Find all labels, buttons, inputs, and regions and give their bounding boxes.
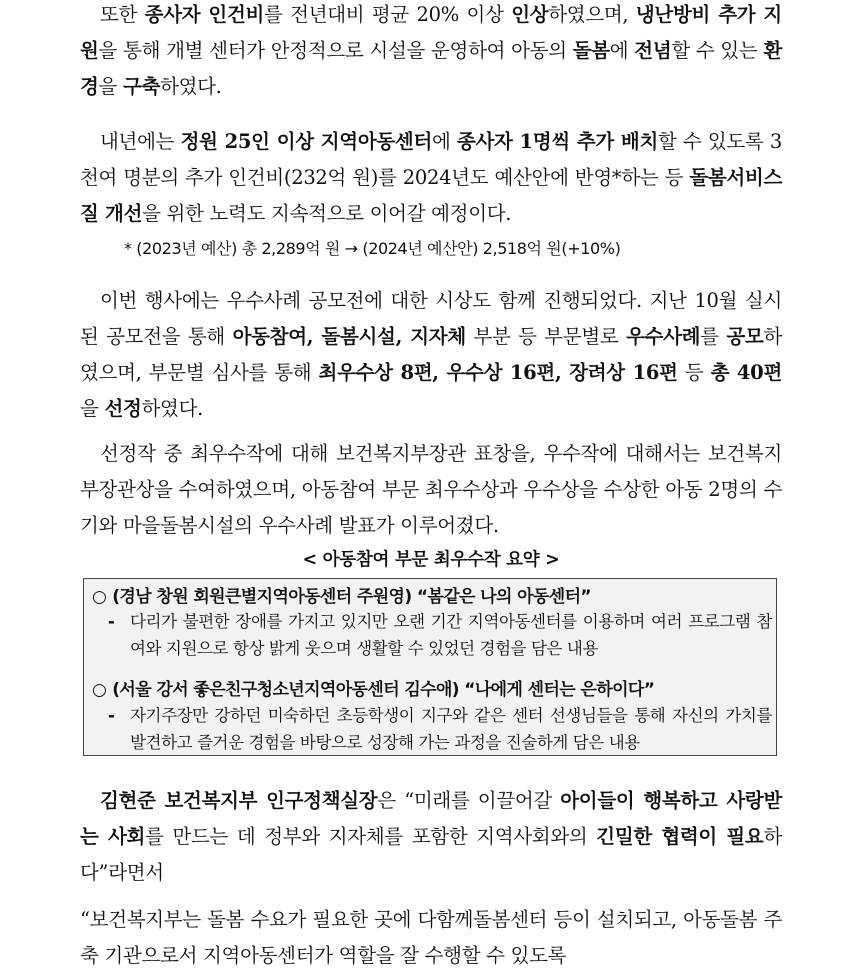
- emphasis-text: 돌봄: [572, 39, 610, 62]
- emphasis-text: 최우수상 8편, 우수상 16편, 장려상 16편: [318, 361, 678, 384]
- emphasis-text: 냉난방비 추가 지원: [80, 3, 782, 62]
- budget-footnote: * (2023년 예산) 총 2,289억 원 → (2024년 예산안) 2,518억 원(+10%): [124, 239, 621, 258]
- body-text: 하였으며, 부문별 심사를 통해: [80, 325, 782, 384]
- circle-bullet-icon: ○: [92, 680, 107, 700]
- emphasis-text: 종사자 1명씩 추가 배치: [456, 130, 658, 153]
- summary-item-heading: [92, 582, 591, 607]
- body-text: “보건복지부는 돌봄 수요가 필요한 곳에 다함께돌봄센터 등이 설치되고, 아동돌봄 주축 기관으로서 지역아동센터가 역할을 잘 수행할 수 있도록: [80, 908, 782, 967]
- body-text: 또한: [100, 3, 145, 26]
- body-text: 은 “미래를 이끌어갈: [377, 789, 561, 812]
- body-text: 하다”라면서: [80, 825, 782, 884]
- emphasis-text: 환경: [80, 39, 782, 98]
- summary-box-title: < 아동참여 부문 최우수작 요약 >: [302, 550, 560, 570]
- body-text: 을 통해 개별 센터가 안정적으로 시설을 운영하여 아동의: [98, 39, 573, 62]
- body-text: 에: [609, 39, 635, 62]
- emphasis-text: 총 40편: [710, 361, 782, 384]
- emphasis-text: 긴밀한 협력이 필요: [596, 825, 764, 848]
- paragraph-staff-wages: [80, 0, 782, 105]
- paragraph-director-quote: [80, 783, 782, 891]
- body-text: 하였으며,: [548, 3, 636, 26]
- body-text: 선정작 중 최우수작에 대해 보건복지부장관 표창을, 우수작에 대해서는 보건복지부장관상을 수여하였으며, 아동참여 부문 최우수상과 우수상을 수상한 아동 2명의 수기와 마을돌봄시설의 우수사례 발표가 이루어졌다.: [80, 442, 782, 537]
- summary-item-title: (경남 창원 회원큰별지역아동센터 주원영) “봄같은 나의 아동센터”: [112, 587, 592, 607]
- body-text: 을 위한 노력도 지속적으로 이어갈 예정이다.: [142, 202, 512, 225]
- body-text: 을: [98, 75, 123, 98]
- body-text: 이번 행사에는 우수사례 공모전에 대한 시상도 함께 진행되었다. 지난 10월 실시된 공모전을 통해: [80, 289, 782, 348]
- summary-item-body: [108, 702, 772, 756]
- emphasis-text: 인상: [511, 3, 549, 26]
- body-text: 를 만드는 데 정부와 지자체를 포함한 지역사회와의: [145, 825, 597, 848]
- body-text: 하였다.: [160, 75, 222, 98]
- body-text: 에: [431, 130, 457, 153]
- summary-box: [83, 578, 777, 756]
- paragraph-next-year-plan: [80, 124, 782, 232]
- emphasis-text: 우수사례: [626, 325, 701, 348]
- paragraph-ministry-statement: [80, 902, 782, 974]
- body-text: 내년에는: [100, 130, 181, 153]
- emphasis-text: 돌봄서비스 질 개선: [80, 166, 782, 225]
- paragraph-award-ceremony: [80, 436, 782, 544]
- emphasis-text: 아동참여, 돌봄시설, 지자체: [232, 325, 466, 348]
- emphasis-text: 아이들이 행복하고 사랑받는 사회: [80, 789, 782, 848]
- summary-item-text: 자기주장만 강하던 미숙하던 초등학생이 지구와 같은 센터 선생님들을 통해 자신의 가치를 발견하고 즐거운 경험을 바탕으로 성장해 가는 과정을 진술하게 담은 내용: [130, 706, 772, 752]
- emphasis-text: 전념: [634, 39, 672, 62]
- emphasis-text: 종사자 인건비: [144, 3, 265, 26]
- body-text: 를 전년대비 평균 20% 이상: [264, 3, 512, 26]
- body-text: 할 수 있는: [671, 39, 764, 62]
- body-text: 부분 등 부문별로: [465, 325, 627, 348]
- circle-bullet-icon: ○: [92, 587, 107, 607]
- summary-item-title: (서울 강서 좋은친구청소년지역아동센터 김수애) “나에게 센터는 은하이다”: [112, 680, 655, 700]
- emphasis-text: 선정: [104, 397, 142, 420]
- summary-item-text: 다리가 불편한 장애를 가지고 있지만 오랜 기간 지역아동센터를 이용하며 여러 프로그램 참여와 지원으로 항상 밝게 웃으며 생활할 수 있었던 경험을 담은 내용: [130, 612, 772, 658]
- dash-bullet-icon: -: [108, 706, 115, 725]
- emphasis-text: 공모: [726, 325, 764, 348]
- body-text: 을: [80, 397, 105, 420]
- emphasis-text: 정원 25인 이상 지역아동센터: [180, 130, 432, 153]
- summary-item-heading: [92, 675, 654, 700]
- emphasis-text: 김현준 보건복지부 인구정책실장: [100, 789, 378, 812]
- body-text: 를: [700, 325, 727, 348]
- dash-bullet-icon: -: [108, 612, 115, 631]
- paragraph-award-contest: [80, 283, 782, 427]
- body-text: 하였다.: [141, 397, 204, 420]
- emphasis-text: 구축: [122, 75, 161, 98]
- body-text: 등: [677, 361, 711, 384]
- summary-item-body: [108, 608, 772, 662]
- body-text: 할 수 있도록 3천여 명분의 추가 인건비(232억 원)를 2024년도 예산안에 반영*하는 등: [80, 130, 782, 189]
